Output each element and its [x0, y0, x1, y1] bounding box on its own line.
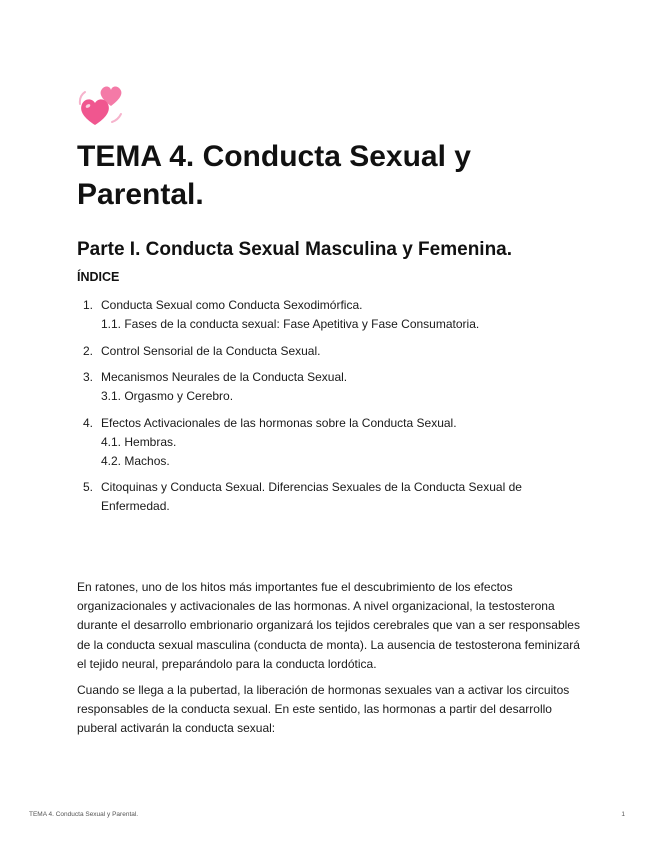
toc-item — [77, 296, 577, 334]
toc-subitem: 1.1. Fases de la conducta sexual: Fase Apetitiva y Fase Consumatoria. — [101, 317, 480, 331]
toc-item — [77, 368, 577, 406]
toc-item-text: Citoquinas y Conducta Sexual. Diferencias Sexuales de la Conducta Sexual de Enfermedad. — [101, 480, 522, 513]
toc-item-text: Conducta Sexual como Conducta Sexodimórfica. — [101, 298, 363, 312]
toc-item-number: 2. — [83, 343, 94, 358]
toc-item-number: 5. — [83, 480, 94, 494]
toc-item-text: Efectos Activacionales de las hormonas sobre la Conducta Sexual. — [101, 415, 457, 430]
toc-subitem: 3.1. Orgasmo y Cerebro. — [101, 389, 234, 403]
toc-item — [77, 478, 577, 516]
toc-subitem: 4.1. Hembras. — [101, 434, 177, 449]
toc-item — [77, 414, 577, 471]
toc-subitem: 4.2. Machos. — [101, 453, 170, 468]
footer-title: TEMA 4. Conducta Sexual y Parental. — [29, 811, 139, 818]
toc-item-number: 1. — [83, 298, 94, 312]
toc-item-number: 3. — [83, 370, 94, 384]
section-subtitle: Parte I. Conducta Sexual Masculina y Femenina. — [77, 239, 513, 260]
body-paragraph: Cuando se llega a la pubertad, la liberación de hormonas sexuales van a activar los circuitos responsables de la conducta sexual. En este sentido, las hormonas a partir del desarrollo puberal activarán la conducta sexual: — [77, 683, 570, 736]
toc-item-number: 4. — [83, 415, 94, 430]
page-number: 1 — [621, 811, 625, 818]
body-paragraph: En ratones, uno de los hitos más importantes fue el descubrimiento de los efectos organizacionales y activacionales de las hormonas. A nivel organizacional, la testosterona durante el desarrollo embrionario organizará los tejidos cerebrales que van a ser responsables de la conducta sexual masculina (conducta de monta). La ausencia de testosterona feminizará el tejido neural, preparándolo para la conducta lordótica. — [77, 580, 580, 671]
table-of-contents — [77, 296, 577, 524]
toc-item-text: Mecanismos Neurales de la Conducta Sexual. — [101, 370, 348, 384]
two-hearts-icon — [78, 84, 124, 128]
index-heading: ÍNDICE — [77, 270, 120, 284]
toc-item — [77, 342, 577, 361]
toc-item-text: Control Sensorial de la Conducta Sexual. — [101, 343, 321, 358]
document-title: TEMA 4. Conducta Sexual y Parental. — [77, 140, 471, 211]
